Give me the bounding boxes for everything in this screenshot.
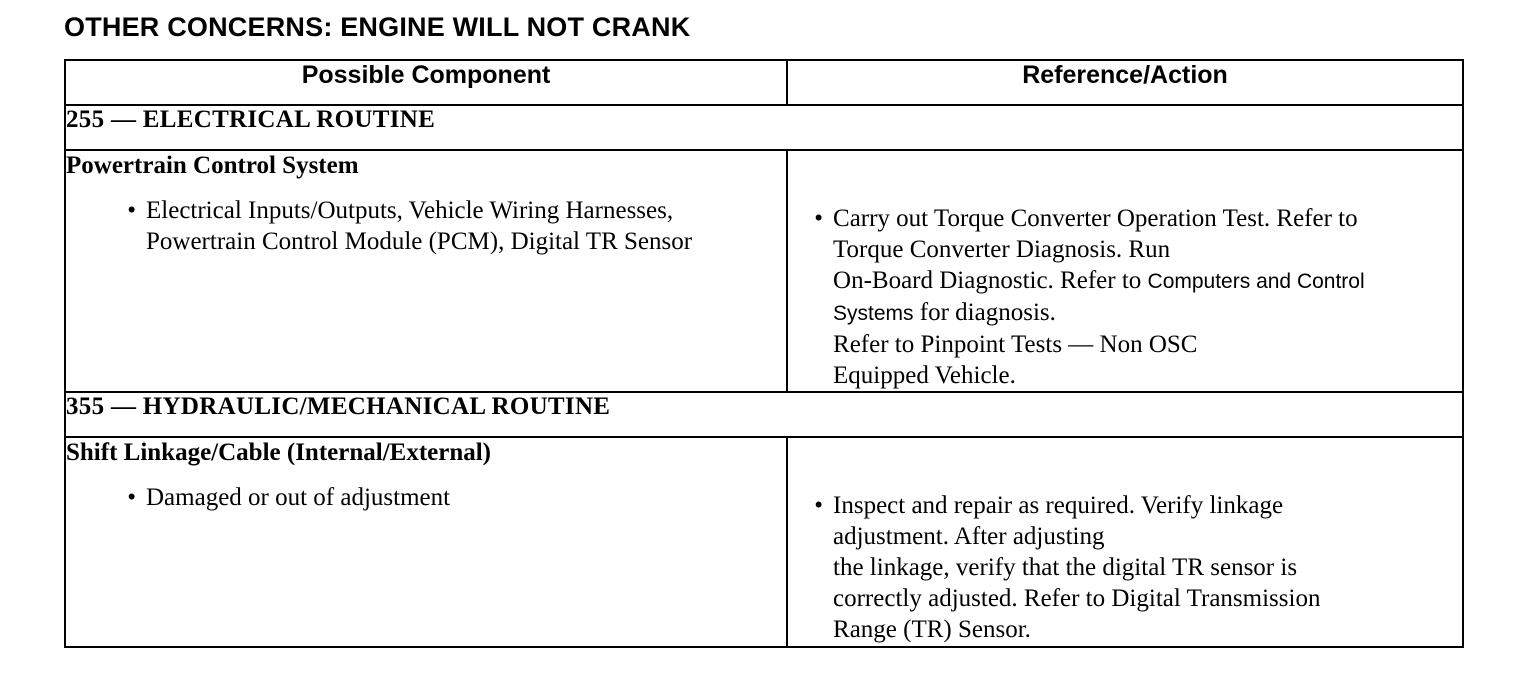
page-title: OTHER CONCERNS: ENGINE WILL NOT CRANK (64, 12, 691, 42)
section-row-hydraulic (65, 392, 1463, 437)
reference-link-text: Computers and Control (1147, 270, 1365, 293)
action-line: Refer to Pinpoint Tests — Non OSC (833, 331, 1198, 358)
action-line: adjustment. After adjusting (833, 523, 1105, 550)
action-line: Range (TR) Sensor. (833, 616, 1031, 643)
column-header-action: Reference/Action (787, 60, 1463, 105)
action-bullet-item (788, 490, 1462, 645)
action-line: for diagnosis. (919, 299, 1056, 326)
table-row (65, 150, 1463, 392)
component-line: Damaged or out of adjustment (146, 484, 451, 511)
section-heading-electrical: 255 — ELECTRICAL ROUTINE (65, 105, 1463, 150)
action-line: Carry out Torque Converter Operation Test. Refer to (833, 205, 1358, 232)
action-line: Equipped Vehicle. (833, 362, 1016, 389)
component-line: Electrical Inputs/Outputs, Vehicle Wiring Harnesses, (146, 197, 674, 224)
bullet-icon: • (127, 484, 136, 511)
action-line-group (833, 265, 1365, 297)
action-bullet-item (788, 203, 1462, 391)
component-name: Powertrain Control System (66, 152, 359, 179)
diagnosis-table (64, 59, 1464, 648)
component-cell (65, 150, 787, 392)
component-cell (65, 437, 787, 647)
section-row-electrical (65, 105, 1463, 150)
table-header-row (65, 60, 1463, 105)
action-line: correctly adjusted. Refer to Digital Transmission (833, 585, 1321, 612)
component-bullet-item (66, 482, 786, 513)
component-bullet-item (66, 195, 786, 257)
action-line: the linkage, verify that the digital TR sensor is (833, 554, 1298, 581)
action-line-group (833, 297, 1365, 329)
column-header-component: Possible Component (65, 60, 787, 105)
bullet-icon: • (127, 197, 136, 224)
bullet-icon: • (814, 205, 824, 232)
action-line: On-Board Diagnostic. Refer to (833, 267, 1142, 294)
bullet-icon: • (814, 492, 824, 519)
section-heading-hydraulic: 355 — HYDRAULIC/MECHANICAL ROUTINE (65, 392, 1463, 437)
table-row (65, 437, 1463, 647)
action-line: Torque Converter Diagnosis. Run (833, 236, 1171, 263)
component-name: Shift Linkage/Cable (Internal/External) (66, 439, 492, 466)
action-line: Inspect and repair as required. Verify linkage (833, 492, 1284, 519)
component-line: Powertrain Control Module (PCM), Digital TR Sensor (146, 228, 693, 255)
action-cell (787, 150, 1463, 392)
action-cell (787, 437, 1463, 647)
reference-link-text: Systems (833, 302, 914, 325)
